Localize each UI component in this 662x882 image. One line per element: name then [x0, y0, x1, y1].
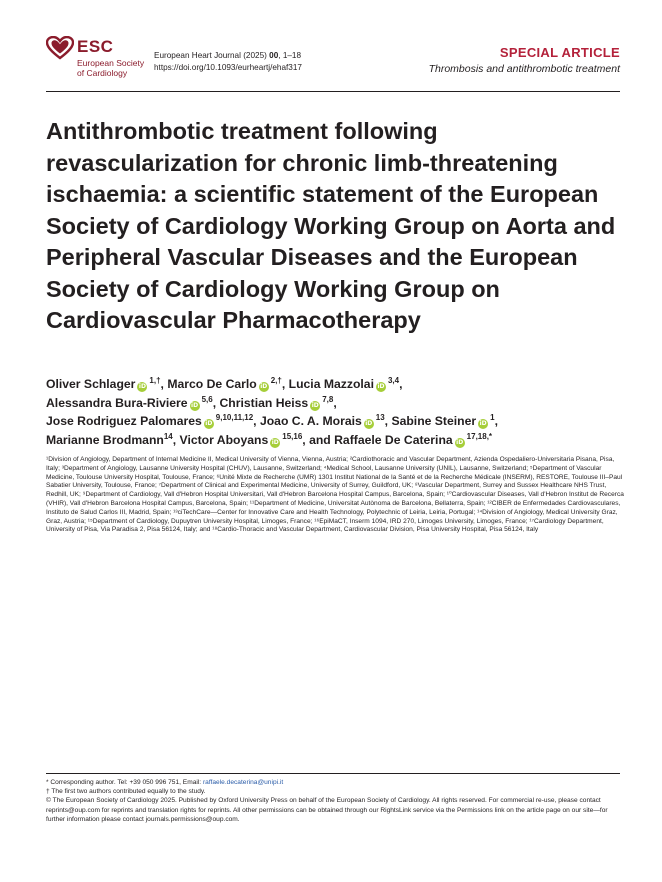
corresponding-author-note	[46, 778, 626, 787]
author[interactable]	[180, 433, 303, 447]
journal-issue: 00	[269, 51, 279, 60]
author-name: Alessandra Bura-Riviere	[46, 395, 188, 410]
author[interactable]	[391, 414, 494, 428]
author-separator: ,	[253, 414, 260, 429]
author-name: Lucia Mazzolai	[288, 377, 374, 391]
author[interactable]	[289, 377, 399, 391]
author[interactable]	[46, 396, 213, 410]
orcid-icon[interactable]: iD	[479, 420, 487, 428]
journal-pages: , 1–18	[278, 51, 302, 60]
doi-link[interactable]: https://doi.org/10.1093/eurheartj/ehaf317	[154, 63, 302, 72]
author-affiliation-sup: 17,18,*	[466, 431, 493, 441]
author-name: Victor Aboyans	[179, 432, 269, 447]
author-name: Oliver Schlager	[46, 377, 136, 391]
author[interactable]	[219, 396, 333, 410]
journal-name: European Heart Journal (2025)	[154, 51, 267, 60]
author-list	[46, 375, 626, 449]
author-separator: ,	[212, 395, 220, 410]
orcid-icon[interactable]: iD	[311, 401, 319, 409]
author-affiliation-sup: 5,6	[201, 394, 213, 404]
logo-society-line1: European Society	[77, 58, 145, 68]
author-affiliation-sup: 3,4	[387, 376, 400, 385]
author-affiliation-sup: 7,8	[322, 394, 334, 404]
orcid-icon[interactable]: iD	[138, 383, 146, 390]
author-affiliation-sup: 1	[490, 413, 495, 423]
orcid-icon[interactable]: iD	[365, 420, 373, 428]
author-name: Joao C. A. Morais	[259, 414, 362, 429]
logo-society-line2: of Cardiology	[77, 68, 128, 78]
header-divider	[46, 91, 620, 92]
author-affiliation-sup: 15,16	[282, 431, 303, 441]
author-affiliation-sup: 14	[163, 431, 173, 441]
author[interactable]	[334, 433, 492, 447]
orcid-icon[interactable]: iD	[456, 438, 464, 446]
author[interactable]	[46, 433, 173, 447]
article-title: Antithrombotic treatment following revascularization for chronic limb-threatening ischaemia: a scientific statement of the European Society of Cardiology Working Group on Aorta and Peripheral Vascular Diseases and the European Society of Cardiology Working Group on Cardiovascular Pharmacotherapy	[46, 118, 616, 333]
author-name: Marianne Brodmann	[46, 432, 164, 447]
section-label: Thrombosis and antithrombotic treatment	[428, 63, 620, 75]
author[interactable]	[46, 377, 161, 391]
author-separator: ,	[281, 377, 289, 391]
orcid-icon[interactable]: iD	[377, 383, 385, 390]
author[interactable]	[167, 377, 282, 391]
author[interactable]	[46, 414, 253, 428]
author-separator: ,	[172, 432, 180, 447]
orcid-icon[interactable]: iD	[271, 438, 279, 446]
logo-society-text	[77, 58, 144, 78]
journal-citation	[154, 50, 302, 74]
email-link[interactable]: raffaele.decaterina@unipi.it	[202, 779, 284, 786]
author-name: Sabine Steiner	[391, 414, 477, 429]
affiliations: ¹Division of Angiology, Department of Internal Medicine II, Medical University of Vienna, Vienna, Austria; ²Cardiothoracic and Vascular Department, Azienda Ospedaliero-Universitaria Pisana, Pisa, Italy; ³Department of Angiology, Lausanne University Hospital (CHUV), Lausanne, Switzerland; ⁴Medical School, Lausanne University (UNIL), Lausanne, Switzerland; ⁵Department of Vascular Medicine, Toulouse University Hospital, Toulouse, France; ⁶Unité Mixte de Recherche (UMR) 1301 Institut National de la Santé et de la Recherche Médicale (INSERM), RESTORE, Toulouse III–Paul Sabatier University, Toulouse, France; ⁷Department of Clinical and Experimental Medicine, University of Surrey, Guildford, UK; ⁸Vascular Department, Surrey and Sussex Healthcare NHS Trust, Redhill, UK; ⁹Department of Cardiology, Vall d'Hebron Hospital Universitari, Vall d'Hebron Barcelona Hospital Campus, Barcelona, Spain; ¹⁰Cardiovascular Diseases, Vall d'Hebron Institut de Recerca (VHIR), Vall d'Hebron Barcelona Hospital Campus, Barcelona, Spain; ¹¹Department of Medicine, Universitat Autònoma de Barcelona, Bellaterra, Spain; ¹²CIBER de Enfermedades Cardiovasculares, Instituto de Salud Carlos III, Madrid, Spain; ¹³ciTechCare—Center for Innovative Care and Health Technology, Polytechnic of Leiria, Leiria, Portugal; ¹⁴Division of Angiology, Medical University Graz, Graz, Austria; ¹⁵Department of Cardiology, Dupuytren University Hospital, Limoges, France; ¹⁶EpiMaCT, Inserm 1094, IRD 270, Limoges University, Limoges, France; ¹⁷Cardiology Department, University of Pisa, Via Paradisa 2, Pisa 56124, Italy; and ¹⁸Cardio-Thoracic and Vascular Department, Cardiovascular Division, Pisa University Hospital, Pisa 56124, Italy	[46, 456, 624, 534]
footnotes	[46, 778, 626, 824]
author-name: Raffaele De Caterina	[334, 432, 453, 447]
author-separator: ,	[160, 377, 168, 391]
heart-logo-icon	[46, 36, 74, 60]
author-affiliation-sup: 1,†	[149, 376, 161, 385]
corresponding-author-text: * Corresponding author. Tel: +39 050 996 751, Email:	[46, 779, 203, 786]
footer-divider	[46, 773, 620, 774]
orcid-icon[interactable]: iD	[191, 401, 199, 409]
author-separator: ,	[333, 395, 337, 410]
author-separator: ,	[494, 414, 498, 429]
article-type-label: SPECIAL ARTICLE	[499, 45, 620, 60]
equal-contribution-note: † The first two authors contributed equally to the study.	[46, 788, 206, 796]
author-affiliation-sup: 2,†	[270, 376, 282, 385]
author-name: Jose Rodriguez Palomares	[46, 414, 202, 429]
author-affiliation-sup: 13	[375, 413, 385, 423]
author-separator: , and	[302, 432, 335, 447]
author-affiliation-sup: 9,10,11,12	[215, 413, 254, 423]
author-separator: ,	[399, 377, 403, 391]
orcid-icon[interactable]: iD	[205, 420, 213, 428]
copyright-note: © The European Society of Cardiology 2025. Published by Oxford University Press on behalf of the European Society of Cardiology. All rights reserved. For commercial re-use, please contact reprints@oup.com for reprints and translation rights for reprints. All other permissions can be obtained through our RightsLink service via the Permissions link on the article page on our site—for further information please contact journals.permissions@oup.com.	[46, 797, 608, 823]
logo-esc-text: ESC	[77, 37, 114, 56]
author[interactable]	[260, 414, 385, 428]
author-name: Marco De Carlo	[167, 377, 257, 391]
author-name: Christian Heiss	[219, 395, 309, 410]
esc-logo[interactable]	[46, 36, 146, 82]
author-separator: ,	[384, 414, 392, 429]
orcid-icon[interactable]: iD	[260, 383, 268, 390]
